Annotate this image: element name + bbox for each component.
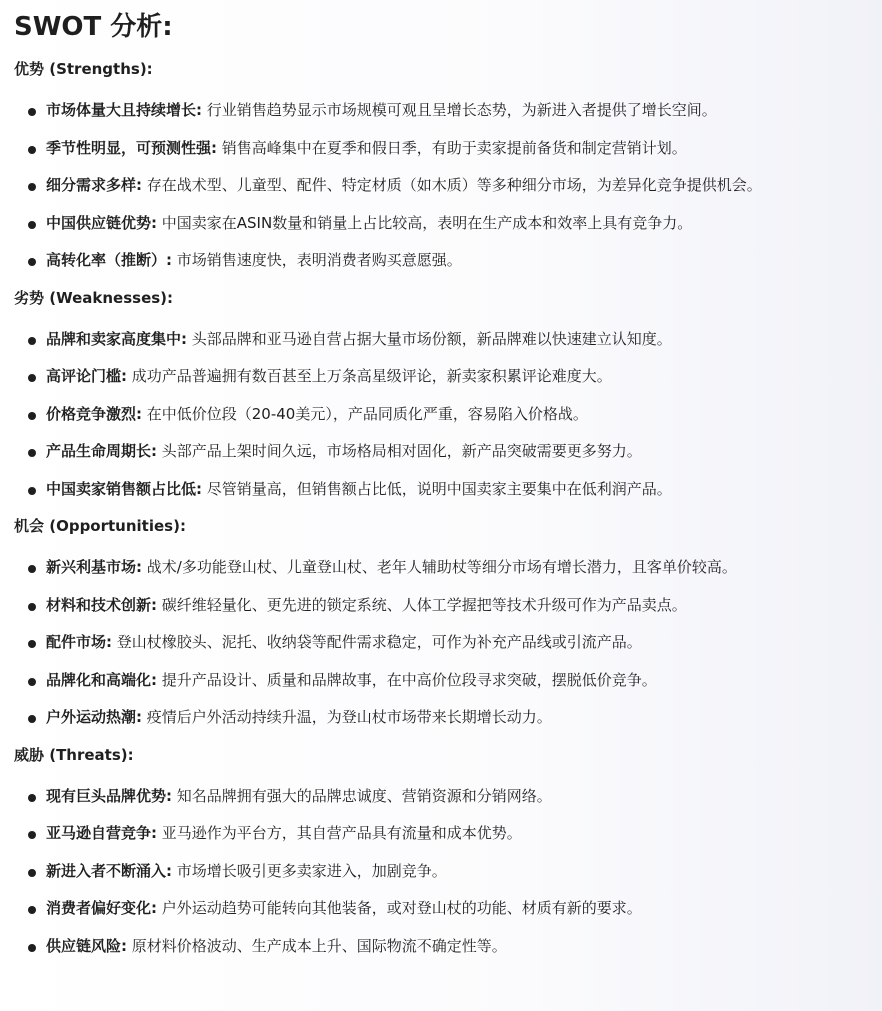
item-text: 碳纤维轻量化、更先进的锁定系统、人体工学握把等技术升级可作为产品卖点。 xyxy=(157,595,687,614)
list-item xyxy=(14,778,882,816)
item-text: 尽管销量高，但销售额占比低，说明中国卖家主要集中在低利润产品。 xyxy=(202,479,672,498)
weaknesses-list xyxy=(14,321,882,509)
item-label: 亚马逊自营竞争: xyxy=(46,824,157,842)
bullet-dot-icon xyxy=(28,831,36,839)
list-item xyxy=(14,321,882,359)
bullet-dot-icon xyxy=(28,565,36,573)
strengths-list xyxy=(14,92,882,280)
item-text: 市场增长吸引更多卖家进入，加剧竞争。 xyxy=(172,861,447,880)
item-label: 户外运动热潮: xyxy=(46,708,142,726)
bullet-dot-icon xyxy=(28,449,36,457)
item-text: 在中低价位段（20-40美元），产品同质化严重，容易陷入价格战。 xyxy=(142,404,588,423)
section-heading-weaknesses: 劣势 (Weaknesses): xyxy=(14,288,174,307)
list-item xyxy=(14,815,882,853)
item-text: 成功产品普遍拥有数百甚至上万条高星级评论，新卖家积累评论难度大。 xyxy=(127,367,612,385)
item-label: 市场体量大且持续增长: xyxy=(46,101,202,119)
item-text: 行业销售趋势显示市场规模可观且呈增长态势，为新进入者提供了增长空间。 xyxy=(202,101,717,119)
bullet-dot-icon xyxy=(28,374,36,382)
bullet-dot-icon xyxy=(28,603,36,611)
list-item xyxy=(14,662,882,700)
list-item xyxy=(14,471,882,509)
item-text: 知名品牌拥有强大的品牌忠诚度、营销资源和分销网络。 xyxy=(172,786,552,805)
item-label: 新兴利基市场: xyxy=(46,558,142,576)
item-label: 价格竞争激烈: xyxy=(46,404,142,423)
item-text: 户外运动趋势可能转向其他装备，或对登山杖的功能、材质有新的要求。 xyxy=(157,899,642,917)
item-label: 高评论门槛: xyxy=(46,367,127,385)
page-title: SWOT 分析: xyxy=(14,12,173,42)
item-label: 细分需求多样: xyxy=(46,176,142,194)
bullet-dot-icon xyxy=(28,715,36,723)
list-item xyxy=(14,205,882,243)
bullet-dot-icon xyxy=(28,944,36,952)
item-text: 销售高峰集中在夏季和假日季，有助于卖家提前备货和制定营销计划。 xyxy=(217,138,687,157)
list-item xyxy=(14,853,882,891)
item-text: 战术/多功能登山杖、儿童登山杖、老年人辅助杖等细分市场有增长潜力，且客单价较高。 xyxy=(142,558,737,576)
section-weaknesses xyxy=(14,287,882,509)
list-item xyxy=(14,587,882,625)
section-strengths xyxy=(14,58,882,280)
bullet-dot-icon xyxy=(28,337,36,345)
item-text: 疫情后户外活动持续升温，为登山杖市场带来长期增长动力。 xyxy=(142,708,552,726)
item-label: 中国卖家销售额占比低: xyxy=(46,479,202,498)
section-threats xyxy=(14,744,882,966)
item-text: 存在战术型、儿童型、配件、特定材质（如木质）等多种细分市场，为差异化竞争提供机会。 xyxy=(142,176,762,194)
threats-list xyxy=(14,778,882,966)
item-label: 季节性明显，可预测性强: xyxy=(46,138,217,157)
bullet-dot-icon xyxy=(28,258,36,266)
item-text: 亚马逊作为平台方，其自营产品具有流量和成本优势。 xyxy=(157,824,522,842)
list-item xyxy=(14,624,882,662)
item-text: 登山杖橡胶头、泥托、收纳袋等配件需求稳定，可作为补充产品线或引流产品。 xyxy=(112,633,642,651)
item-label: 材料和技术创新: xyxy=(46,595,157,614)
list-item xyxy=(14,433,882,471)
list-item xyxy=(14,167,882,205)
item-text: 提升产品设计、质量和品牌故事，在中高价位段寻求突破，摆脱低价竞争。 xyxy=(157,670,657,689)
item-label: 新进入者不断涌入: xyxy=(46,861,172,880)
section-opportunities xyxy=(14,515,882,737)
item-text: 中国卖家在ASIN数量和销量上占比较高，表明在生产成本和效率上具有竞争力。 xyxy=(157,213,693,232)
bullet-dot-icon xyxy=(28,183,36,191)
item-label: 现有巨头品牌优势: xyxy=(46,786,172,805)
item-text: 头部品牌和亚马逊自营占据大量市场份额，新品牌难以快速建立认知度。 xyxy=(187,329,672,348)
item-text: 头部产品上架时间久远，市场格局相对固化，新产品突破需要更多努力。 xyxy=(157,442,642,460)
opportunities-list xyxy=(14,549,882,737)
list-item xyxy=(14,242,882,280)
list-item xyxy=(14,396,882,434)
bullet-dot-icon xyxy=(28,869,36,877)
item-label: 品牌化和高端化: xyxy=(46,670,157,689)
list-item xyxy=(14,890,882,928)
bullet-dot-icon xyxy=(28,906,36,914)
item-label: 供应链风险: xyxy=(46,936,127,955)
item-label: 产品生命周期长: xyxy=(46,442,157,460)
bullet-dot-icon xyxy=(28,412,36,420)
bullet-dot-icon xyxy=(28,678,36,686)
list-item xyxy=(14,92,882,130)
item-label: 中国供应链优势: xyxy=(46,213,157,232)
section-heading-opportunities: 机会 (Opportunities): xyxy=(14,517,186,535)
section-heading-strengths: 优势 (Strengths): xyxy=(14,60,153,78)
item-label: 品牌和卖家高度集中: xyxy=(46,329,187,348)
section-heading-threats: 威胁 (Threats): xyxy=(14,745,134,764)
list-item xyxy=(14,928,882,966)
item-text: 市场销售速度快，表明消费者购买意愿强。 xyxy=(172,251,462,269)
item-label: 高转化率（推断）: xyxy=(46,251,172,269)
list-item xyxy=(14,358,882,396)
item-text: 原材料价格波动、生产成本上升、国际物流不确定性等。 xyxy=(127,936,507,955)
item-label: 消费者偏好变化: xyxy=(46,899,157,917)
bullet-dot-icon xyxy=(28,794,36,802)
bullet-dot-icon xyxy=(28,487,36,495)
item-label: 配件市场: xyxy=(46,633,112,651)
list-item xyxy=(14,699,882,737)
list-item xyxy=(14,549,882,587)
bullet-dot-icon xyxy=(28,108,36,116)
bullet-dot-icon xyxy=(28,640,36,648)
bullet-dot-icon xyxy=(28,221,36,229)
list-item xyxy=(14,130,882,168)
bullet-dot-icon xyxy=(28,146,36,154)
